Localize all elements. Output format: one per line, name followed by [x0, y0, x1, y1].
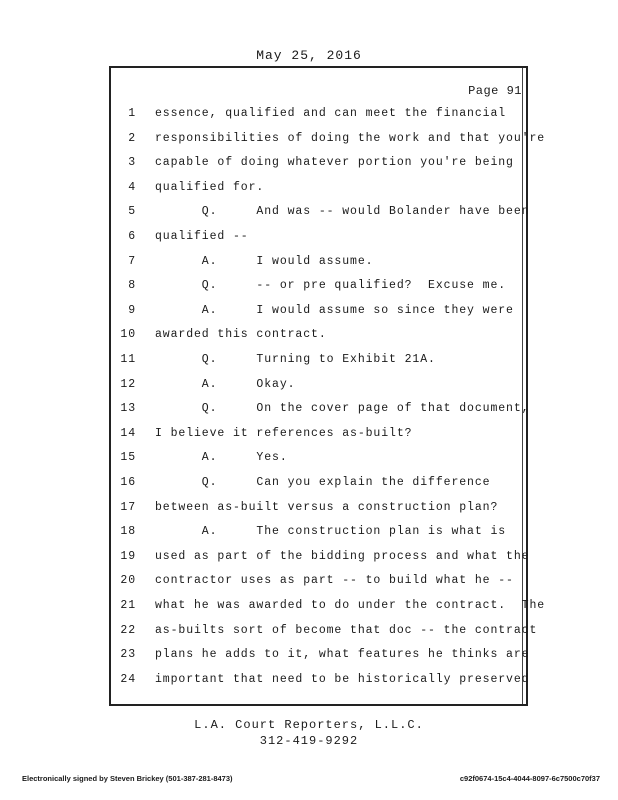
line-text: Q. And was -- would Bolander have been — [155, 205, 530, 219]
transcript-line — [110, 255, 550, 273]
line-text: plans he adds to it, what features he thinks are — [155, 648, 530, 662]
transcript-line — [110, 574, 550, 592]
transcript-line — [110, 599, 550, 617]
line-text: A. Okay. — [155, 377, 296, 391]
line-number: 13 — [120, 402, 136, 416]
line-number: 20 — [120, 574, 136, 588]
transcript-line — [110, 181, 550, 199]
transcript-line — [110, 501, 550, 519]
line-text: qualified -- — [155, 230, 249, 243]
line-number: 9 — [128, 303, 136, 317]
transcript-line — [110, 427, 550, 445]
transcript-line — [110, 648, 550, 666]
transcript-line — [110, 230, 550, 248]
line-text: what he was awarded to do under the contract. The — [155, 599, 546, 612]
line-number: 11 — [120, 353, 136, 366]
line-text: important that need to be historically preserved — [155, 672, 530, 686]
line-text: used as part of the bidding process and what the — [155, 549, 530, 563]
line-text: responsibilities of doing the work and that you're — [155, 131, 546, 145]
transcript-line — [110, 550, 550, 568]
line-number: 19 — [120, 549, 136, 563]
line-text: contractor uses as part -- to build what he -- — [155, 574, 514, 588]
line-number: 10 — [120, 328, 136, 342]
page-number: Page 91 — [468, 84, 522, 98]
line-number: 3 — [128, 156, 136, 170]
line-text: A. Yes. — [155, 451, 288, 465]
line-text: awarded this contract. — [155, 328, 327, 342]
transcript-line — [110, 624, 550, 642]
line-text: Q. On the cover page of that document, — [155, 402, 530, 416]
transcript-line — [110, 353, 550, 371]
line-text: A. I would assume. — [155, 254, 374, 268]
transcript-line — [110, 107, 550, 125]
line-text: Q. Turning to Exhibit 21A. — [155, 353, 436, 366]
line-number: 12 — [120, 377, 136, 391]
line-number: 5 — [128, 205, 136, 219]
line-number: 24 — [120, 672, 136, 686]
line-text: as-builts sort of become that doc -- the contract — [155, 623, 538, 637]
line-text: I believe it references as-built? — [155, 426, 413, 440]
line-text: qualified for. — [155, 180, 265, 194]
line-number: 23 — [120, 648, 136, 662]
line-text: A. The construction plan is what is — [155, 525, 507, 539]
line-text: Q. Can you explain the difference — [155, 476, 491, 489]
transcript-line — [110, 673, 550, 691]
line-number: 8 — [128, 279, 136, 293]
transcript-line — [110, 132, 550, 150]
line-number: 15 — [120, 451, 136, 465]
line-text: essence, qualified and can meet the financial — [155, 107, 507, 120]
line-text: between as-built versus a construction plan? — [155, 500, 499, 514]
footer-phone: 312-419-9292 — [259, 734, 359, 748]
transcript-line — [110, 304, 550, 322]
date-header: May 25, 2016 — [256, 48, 362, 63]
transcript-line — [110, 378, 550, 396]
transcript-line — [110, 156, 550, 174]
transcript-line — [110, 279, 550, 297]
footer-reporter: L.A. Court Reporters, L.L.C. — [194, 718, 424, 732]
transcript-line — [110, 476, 550, 494]
signature-left: Electronically signed by Steven Brickey (501-387-281-8473) — [22, 774, 233, 783]
line-number: 18 — [120, 525, 136, 539]
line-number: 6 — [128, 230, 136, 243]
line-number: 7 — [128, 254, 136, 268]
line-number: 17 — [120, 500, 136, 514]
line-number: 14 — [120, 426, 136, 440]
transcript-line — [110, 451, 550, 469]
line-number: 4 — [128, 180, 136, 194]
transcript-line — [110, 328, 550, 346]
line-number: 22 — [120, 623, 136, 637]
transcript-line — [110, 525, 550, 543]
line-number: 21 — [120, 599, 136, 612]
transcript-line — [110, 205, 550, 223]
line-text: A. I would assume so since they were — [155, 303, 514, 317]
line-number: 2 — [128, 131, 136, 145]
signature-right: c92f0674-15c4-4044-8097-6c7500c70f37 — [459, 774, 600, 783]
line-number: 16 — [120, 476, 136, 489]
line-number: 1 — [128, 107, 136, 120]
line-text: capable of doing whatever portion you're being — [155, 156, 514, 170]
transcript-line — [110, 402, 550, 420]
line-text: Q. -- or pre qualified? Excuse me. — [155, 279, 507, 293]
